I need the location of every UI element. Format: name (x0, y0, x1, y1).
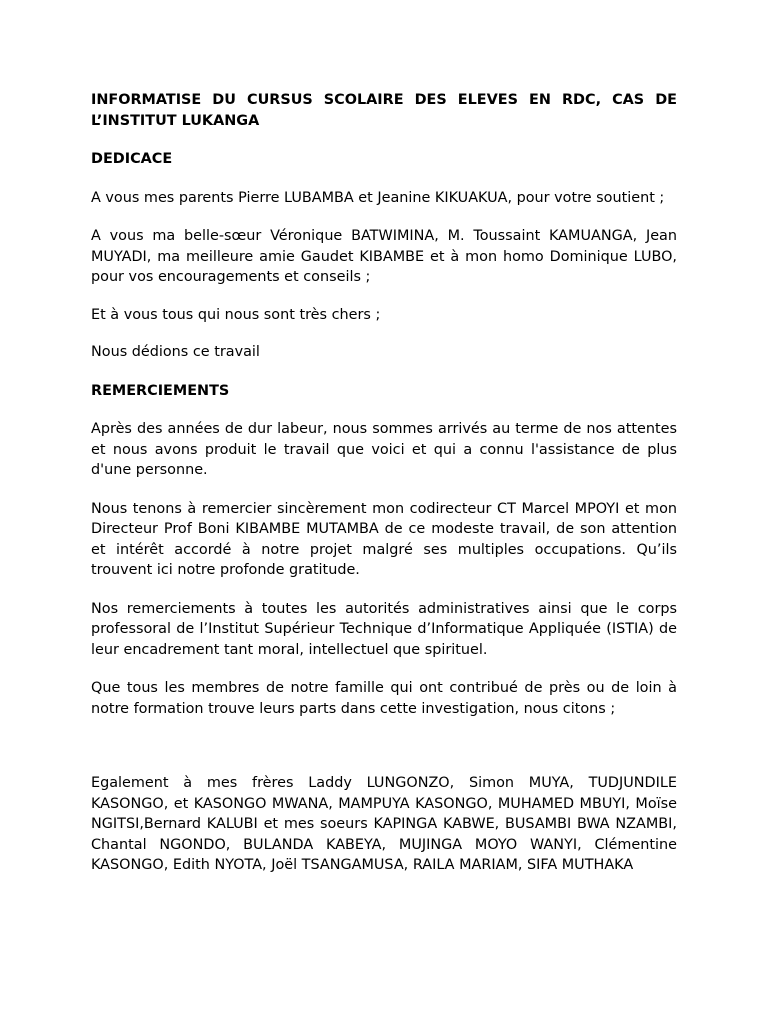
document-page (91, 90, 677, 876)
acknowledgements-paragraph: Egalement à mes frères Laddy LUNGONZO, Simon MUYA, TUDJUNDILE KASONGO, et KASONGO MWANA, MAMPUYA KASONGO, MUHAMED MBUYI, Moïse NGITSI,Bernard KALUBI et mes soeurs KAPINGA KABWE, BUSAMBI BWA NZAMBI, Chantal NGONDO, BULANDA KABEYA, MUJINGA MOYO WANYI, Clémentine KASONGO, Edith NYOTA, Joël TSANGAMUSA, RAILA MARIAM, SIFA MUTHAKA (91, 775, 677, 873)
dedication-paragraph: Nous dédions ce travail (91, 344, 260, 360)
document-title: INFORMATISE DU CURSUS SCOLAIRE DES ELEVES EN RDC, CAS DE L’INSTITUT LUKANGA (91, 92, 677, 129)
acknowledgements-paragraph: Nos remerciements à toutes les autorités administratives ainsi que le corps professoral de l’Institut Supérieur Technique d’Informatique Appliquée (ISTIA) de leur encadrement tant moral, intellectuel que spirituel. (91, 600, 677, 658)
dedication-paragraph: Et à vous tous qui nous sont très chers ; (91, 306, 381, 323)
acknowledgements-heading: REMERCIEMENTS (91, 382, 230, 399)
dedication-paragraph: A vous mes parents Pierre LUBAMBA et Jeanine KIKUAKUA, pour votre soutient ; (91, 189, 665, 206)
acknowledgements-paragraph: Que tous les membres de notre famille qui ont contribué de près ou de loin à notre formation trouve leurs parts dans cette investigation, nous citons ; (91, 680, 677, 717)
acknowledgements-paragraph: Après des années de dur labeur, nous sommes arrivés au terme de nos attentes et nous avons produit le travail que voici et qui a connu l'assistance de plus d'une personne. (91, 421, 677, 478)
dedication-heading: DEDICACE (91, 151, 173, 167)
acknowledgements-paragraph: Nous tenons à remercier sincèrement mon codirecteur CT Marcel MPOYI et mon Directeur Prof Boni KIBAMBE MUTAMBA de ce modeste travail, de son attention et intérêt accordé à notre projet malgré ses multiples occupations. Qu’ils trouvent ici notre profonde gratitude. (91, 500, 677, 578)
dedication-paragraph: A vous ma belle-sœur Véronique BATWIMINA, M. Toussaint KAMUANGA, Jean MUYADI, ma meilleure amie Gaudet KIBAMBE et à mon homo Dominique LUBO, pour vos encouragements et conseils ; (91, 228, 677, 285)
